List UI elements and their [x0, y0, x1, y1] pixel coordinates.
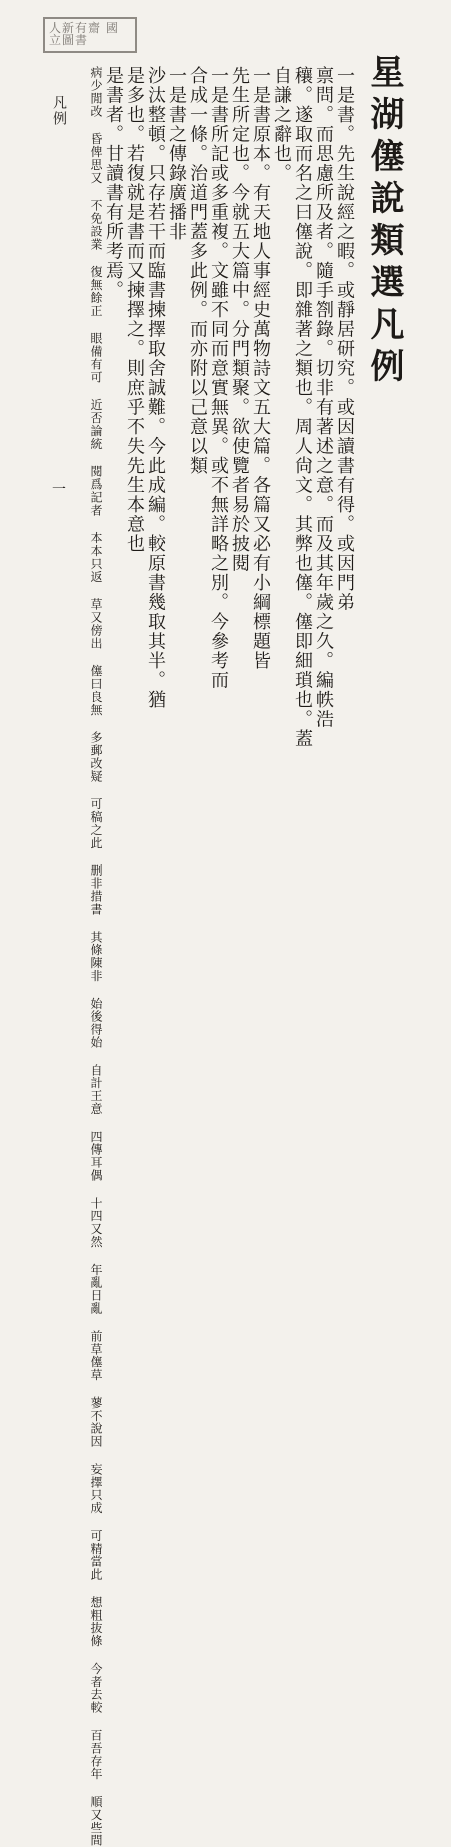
page-title: 星湖僿說類選凡例 [364, 54, 404, 390]
text-column-3: 穰。遂取而名之曰僿說。即雜著之類也。周人尙文。其弊也僿。僿即細瑣也。蓋 [292, 66, 313, 749]
page-number: 一 [52, 482, 66, 498]
small-text-line: 十四又然 [89, 1196, 103, 1249]
small-text-line: 僿曰良無 [89, 664, 103, 717]
text-column-9: 一是書之傳錄廣播非 [166, 66, 187, 242]
text-column-1: 一是書。先生說經之暇。或靜居研究。或因讀書有得。或因門弟 [334, 66, 355, 612]
text-column-5: 一是書原本。有天地人事經史萬物詩文五大篇。各篇又必有小綱標題皆 [250, 66, 271, 671]
text-column-8: 合成一條。治道門蓋多此例。而亦附以己意以類 [187, 66, 208, 476]
small-text-line: 前草僿草 [89, 1329, 103, 1382]
small-text-line: 始後得始 [89, 997, 103, 1049]
small-text-line: 順又些間 [89, 1795, 103, 1847]
small-text-line: 可精當此 [89, 1529, 103, 1581]
text-column-12: 是書者。甘讀書有所考焉。 [103, 66, 124, 300]
small-text-line: 眼備有可 [89, 332, 103, 384]
small-text-line: 蓼不說因 [89, 1396, 103, 1448]
small-text-line: 今者去較 [89, 1662, 103, 1714]
small-text-line: 想粗抜條 [89, 1595, 103, 1648]
small-text-line: 自計王意 [89, 1063, 103, 1116]
section-label: 凡例 [51, 95, 67, 127]
small-text-line: 百吾存年 [89, 1728, 103, 1781]
text-column-6: 先生所定也。今就五大篇中。分門類聚。欲使覽者易於披閱 [229, 66, 250, 573]
small-text-line: 其條陳非 [89, 930, 103, 983]
small-text-line: 閱爲記者 [89, 465, 103, 517]
small-text-line: 四傳耳偶 [89, 1130, 103, 1182]
small-text-line: 妄擇只成 [89, 1462, 103, 1515]
small-text-line: 年亂日亂 [89, 1263, 103, 1315]
text-column-7: 一是書所記或多重複。文雖不同而意實無異。或不無詳略之別。今參考而 [208, 66, 229, 690]
text-column-2: 禀問。而思慮所及者。隨手劄錄。切非有著述之意。而及其年歲之久。編帙浩 [313, 66, 334, 729]
text-column-10: 沙汰整頓。只存若干而臨書揀擇取舍誠難。今此成編。較原書幾取其半。猶 [145, 66, 166, 710]
small-text-line: 草又傍出 [89, 598, 103, 650]
small-text-line: 可稿之此 [89, 797, 103, 850]
small-text-line: 删非措書 [89, 864, 103, 916]
small-text-line: 病少閒改 [89, 66, 103, 118]
small-text-line: 復無餘正 [89, 265, 103, 318]
small-text-column-1 [89, 66, 103, 1847]
stamp-text: 人新有齋 國立圖書 [49, 21, 119, 47]
small-text-line: 本本只返 [89, 531, 103, 584]
text-column-11: 是多也。若復就是書而又揀擇之。則庶乎不失先生本意也 [124, 66, 145, 554]
text-column-4: 自謙之辭也。 [271, 66, 292, 183]
small-text-line: 多郵改疑 [89, 731, 103, 783]
library-stamp [43, 17, 137, 53]
small-text-line: 不免設業 [89, 199, 103, 251]
small-text-line: 近否論統 [89, 398, 103, 451]
small-text-line: 昏俾思又 [89, 132, 103, 185]
